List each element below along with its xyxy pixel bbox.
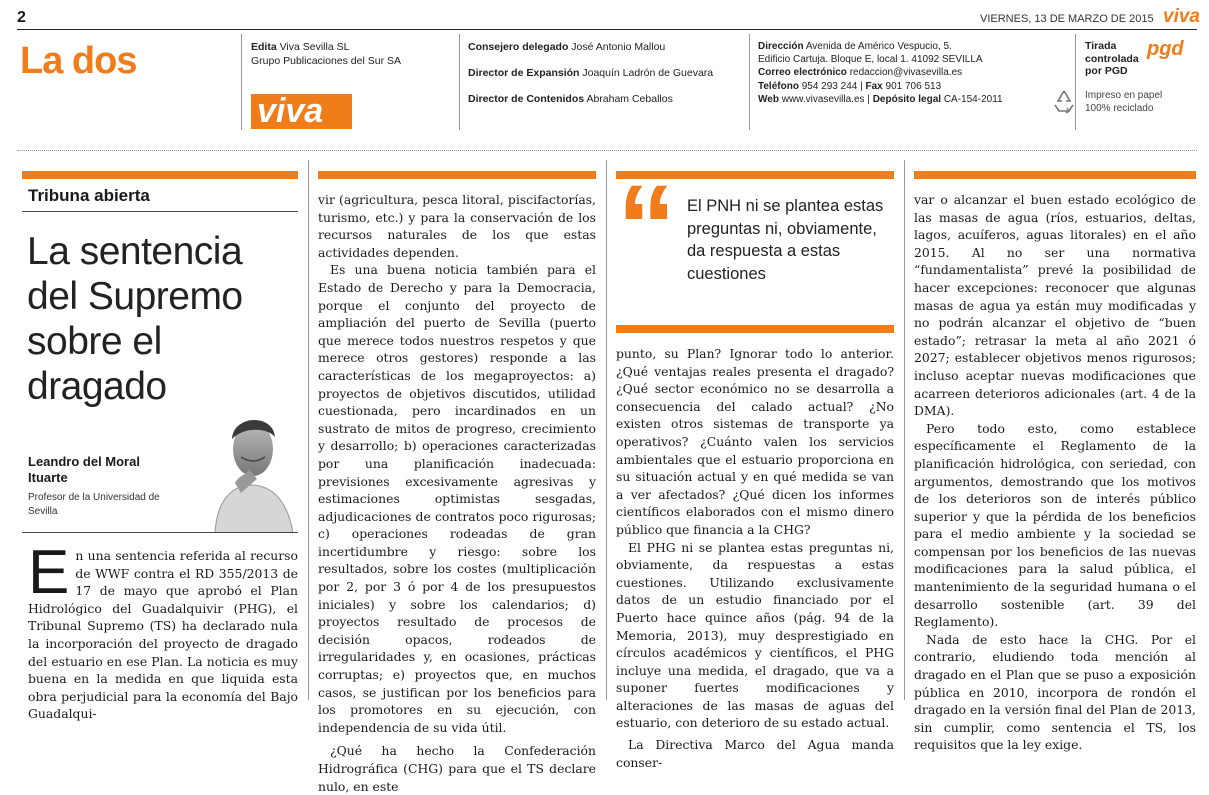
masthead-edita (251, 40, 451, 68)
tirada-line-1: Tirada (1085, 40, 1117, 52)
fax-value: 901 706 513 (885, 80, 942, 92)
col1-lead-text: n una sentencia referida al recurso de WWF contra el RD 355/2013 de 17 de mayo que aprobó el Plan Hidrológico del Guadalquivir (PHG), el Tribunal Supremo (TS) ha declarado nula la incorporación del proyecto de dragado del estuario en ese Plan. (28, 548, 298, 669)
col4-paragraph-2: Pero todo esto, como establece específicamente el Reglamento de la planificación hidrológica, con seriedad, con argumentos, demostrando que los motivos de los deterioros son de interés público superior y que la pérdida de los beneficios para el medio ambiente y la sociedad se compensan por los beneficios de las nuevas modificaciones para la salud pública, el mantenimiento de la seguridad humana o el desarrollo sostenible (art. 39 del Reglamento). (914, 420, 1196, 630)
deposito-label: Depósito legal (872, 93, 942, 105)
page-number: 2 (17, 9, 26, 26)
tirada-line-3: por PGD (1085, 65, 1128, 77)
headline-line-1: La sentencia (27, 230, 243, 273)
masthead-bottom-rule (17, 150, 1197, 151)
column-divider-3 (904, 160, 905, 700)
col4-paragraph-1: var o alcanzar el buen estado ecológico de las masas de agua (ríos, estuarios, deltas, lagos, acuíferos, aguas litorales) en el año 2015. Al no ser una normativa “fundamentalista” prevé la posibilidad de hacer excepciones: reconocer que algunas masas de agua ya están muy modificadas y no podrán alcanzar el objetivo de “buen estado”; retrasar la meta al año 2021 ó 2027; establecer objetivos menos rigurosos; incluso aceptar nuevas modificaciones que acarreen deterioros adicionales (art. 4 de la DMA). (914, 192, 1196, 419)
col2-paragraph-2: Es una buena noticia también para el Estado de Derecho y para la Democracia, porque el conjunto del proyecto de ampliación del puerto de Sevilla (puerto que merece todos nuestros respetos y que merece otros gestores) responde a las características de los megaproyectos: a) proyectos de objetivos discutidos, utilidad cuestionada, pero incardinados en un sustrato de mitos de progreso, crecimiento y desarrollo; b) operaciones caracterizadas por una planificación inadecuada: previsiones excesivamente agresivas y estimaciones optimistas sesgadas, adjudicaciones de contratos poco rigurosas; c) operaciones rodeadas de gran incertidumbre y riesgo: sobre los resultados, sobre los costes (multiplicación por 2, por 3 ó por 4 de los presupuestos iniciales) y sobre los calendarios; d) proyectos resultado de procesos de decisión opacos, rodeados de irregularidades y, en ocasiones, prácticas corruptas; e) proyectos que, en muchos casos, se justifican por los beneficios para los promotores en su ejecución, con independencia de su vida útil. (318, 262, 596, 735)
brand-logo-small: viva (1163, 6, 1200, 27)
pgd-logo: pgd (1147, 38, 1184, 60)
body-column-3 (616, 345, 894, 771)
edita-value: Viva Sevilla SL (279, 41, 350, 53)
orange-bar-col2 (318, 171, 596, 179)
tirada-line-2: controlada (1085, 52, 1139, 65)
col2-paragraph-1: vir (agricultura, pesca litoral, piscifactorías, turismo, etc.) y para la conservación de los recursos naturales de los que estas actividades dependen. (318, 192, 596, 260)
masthead-directors (468, 40, 748, 106)
expansion-value: Joaquín Ladrón de Guevara (582, 67, 714, 79)
orange-bar-col1 (22, 171, 298, 179)
masthead-tirada (1085, 40, 1155, 78)
article-kicker: Tribuna abierta (28, 186, 150, 205)
masthead-divider-2 (459, 34, 460, 130)
masthead-impreso (1085, 90, 1195, 115)
masthead-divider-4 (1075, 34, 1076, 130)
body-column-2 (318, 191, 596, 795)
author-rule (22, 532, 298, 533)
orange-bar-col4 (914, 171, 1196, 179)
body-column-1 (28, 538, 298, 723)
direccion-value-2: Edificio Cartuja. Bloque E, local 1. 41092 SEVILLA (758, 54, 983, 66)
telefono-label: Teléfono (758, 80, 799, 92)
masthead-divider-1 (241, 34, 242, 130)
kicker-rule (22, 211, 298, 212)
body-column-4 (914, 191, 1196, 754)
viva-logo-text: viva (257, 92, 324, 130)
dropcap: E (28, 538, 70, 607)
impreso-line-2: 100% reciclado (1085, 102, 1154, 114)
telefono-value: 954 293 244 (801, 80, 858, 92)
headline-line-2: del Supremo (27, 275, 243, 318)
web-value: www.vivasevilla.es (781, 93, 865, 105)
author-role-line-2: Sevilla (28, 506, 58, 517)
author-photo (205, 405, 297, 533)
deposito-value: CA-154-2011 (943, 93, 1003, 105)
orange-bar-quote-bottom (616, 325, 894, 333)
author-role-line-1: Profesor de la Universidad de (28, 492, 160, 503)
article-headline (27, 229, 307, 409)
pull-quote: El PNH ni se plantea estas preguntas ni, obviamente, da respuesta a estas cuestiones (687, 197, 884, 283)
recycle-icon (1050, 88, 1078, 114)
author-name-line-2: Ituarte (28, 470, 68, 485)
expansion-label: Director de Expansión (468, 67, 580, 79)
direccion-value: Avenida de Américo Vespucio, 5. (805, 41, 952, 52)
impreso-line-1: Impreso en papel (1085, 90, 1163, 101)
column-divider-1 (308, 160, 309, 700)
web-label: Web (758, 93, 779, 105)
contenidos-label: Director de Contenidos (468, 93, 585, 105)
masthead-contact: Dirección Avenida de Américo Vespucio, 5. Edificio Cartuja. Bloque E, local 1. 41092 SEVILLA Correo electrónico redaccion@vivasevilla.es Teléfono 954 293 244 | Fax 901 706 513 Web www.vivasevilla.es | Depósito legal CA-154-2011 (758, 40, 1073, 106)
col1-p2-text: La noticia es muy buena en la medida en que liquida esta obra perjudicial para la economía del Bajo Guadalqui- (28, 653, 298, 722)
col3-paragraph-2: El PHG ni se plantea estas preguntas ni, obviamente, da respuestas a estas cuestiones. Utilizando exclusivamente datos de un estudio financiado por el Puerto hace quince años (pág. 94 de la Memoria, 2013), muy desprestigiado en círculos académicos y científicos, el PHG incluye una medida, el dragado, que va a suponer fuertes modificaciones y alteraciones de las masas de aguas del estuario, con deterioro de su estado actual. (616, 539, 894, 731)
page-date: VIERNES, 13 DE MARZO DE 2015 (980, 13, 1154, 25)
edita-value-2: Grupo Publicaciones del Sur SA (251, 55, 401, 67)
consejero-label: Consejero delegado (468, 41, 569, 53)
contenidos-value: Abraham Ceballos (586, 93, 673, 105)
author-name (28, 454, 140, 486)
column-divider-2 (606, 160, 607, 700)
edita-label: Edita (251, 41, 277, 53)
fax-label: Fax (865, 80, 883, 92)
masthead-divider-3 (749, 34, 750, 130)
col4-paragraph-3: Nada de esto hace la CHG. Por el contrario, eludiendo toda mención al dragado en el Plan que se puso a exposición pública en 2010, incorpora de rondón el dragado en la versión final del Plan de 2013, sin cumplir, como sentencia el TS, los requisitos que la ley exige. (914, 631, 1196, 753)
col3-paragraph-1: punto, su Plan? Ignorar todo lo anterior. ¿Qué ventajas reales presenta el dragado? ¿Qué sector económico no se desarrolla a consecuencia del calado actual? ¿No existen otros sistemas de transporte ya operativos? ¿Cuánto valen los servicios ambientales que el estuario proporciona en su situación actual y en qué medida se van a ver afectados? ¿Qué dicen los informes científicos elaborados con el mismo dinero público que financia a la CHG? (616, 346, 894, 537)
viva-logo (251, 94, 352, 129)
headline-line-3: sobre el (27, 320, 162, 363)
email-value: redaccion@vivasevilla.es (849, 67, 963, 79)
consejero-value: José Antonio Mallou (571, 41, 666, 53)
quote-mark-icon: “ (617, 161, 676, 293)
header-rule (17, 29, 1197, 30)
headline-line-4: dragado (27, 365, 167, 408)
lead-paragraph (28, 538, 298, 723)
author-role (28, 491, 160, 519)
email-label: Correo electrónico (758, 67, 847, 79)
col2-paragraph-3: ¿Qué ha hecho la Confederación Hidrográfica (CHG) para que el TS declare nulo, en este (318, 743, 596, 794)
section-title: La dos (20, 40, 137, 82)
direccion-label: Dirección (758, 41, 804, 52)
author-name-line-1: Leandro del Moral (28, 454, 140, 469)
col3-paragraph-3: La Directiva Marco del Agua manda conser- (616, 737, 894, 770)
